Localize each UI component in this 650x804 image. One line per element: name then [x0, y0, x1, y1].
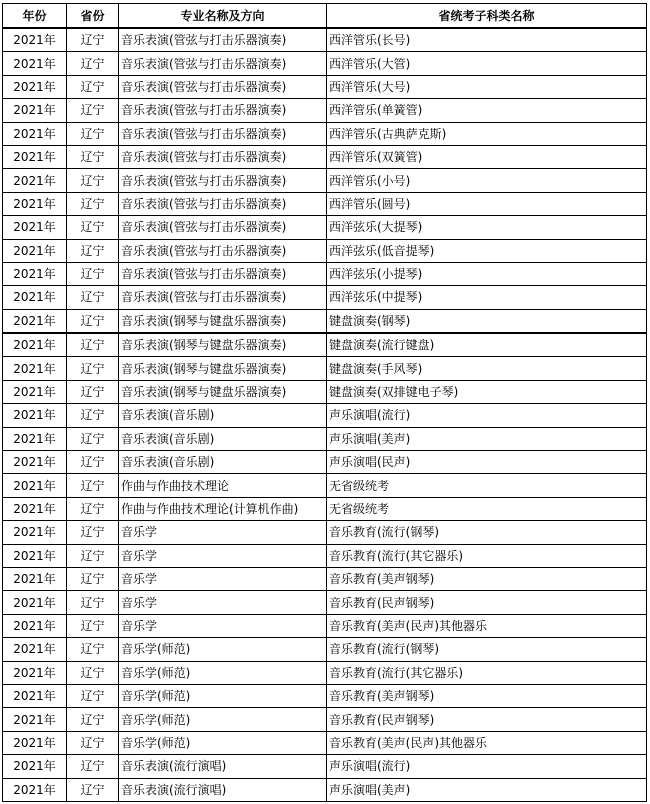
cell-category: 西洋管乐(长号)	[327, 28, 647, 52]
cell-province: 辽宁	[67, 169, 119, 192]
table-row	[3, 357, 647, 380]
cell-province: 辽宁	[67, 755, 119, 778]
cell-province: 辽宁	[67, 309, 119, 333]
cell-province: 辽宁	[67, 192, 119, 215]
table-row	[3, 145, 647, 168]
cell-major: 音乐表演(音乐剧)	[119, 427, 327, 450]
table-row	[3, 591, 647, 614]
cell-major: 音乐学(师范)	[119, 684, 327, 707]
table-row	[3, 75, 647, 98]
cell-year: 2021年	[3, 75, 67, 98]
cell-major: 音乐表演(钢琴与键盘乐器演奏)	[119, 357, 327, 380]
cell-major: 音乐学	[119, 591, 327, 614]
cell-category: 西洋弦乐(中提琴)	[327, 286, 647, 309]
cell-province: 辽宁	[67, 544, 119, 567]
cell-year: 2021年	[3, 309, 67, 333]
cell-category: 西洋管乐(双簧管)	[327, 145, 647, 168]
cell-province: 辽宁	[67, 145, 119, 168]
cell-province: 辽宁	[67, 239, 119, 262]
cell-province: 辽宁	[67, 614, 119, 637]
cell-category: 声乐演唱(流行)	[327, 404, 647, 427]
cell-category: 音乐教育(流行(钢琴)	[327, 638, 647, 661]
cell-major: 音乐学	[119, 544, 327, 567]
cell-year: 2021年	[3, 451, 67, 474]
cell-major: 音乐表演(钢琴与键盘乐器演奏)	[119, 309, 327, 333]
cell-major: 音乐表演(管弦与打击乐器演奏)	[119, 192, 327, 215]
cell-major: 音乐表演(管弦与打击乐器演奏)	[119, 169, 327, 192]
table-row	[3, 404, 647, 427]
cell-major: 音乐表演(管弦与打击乐器演奏)	[119, 216, 327, 239]
cell-major: 音乐表演(流行演唱)	[119, 778, 327, 801]
cell-year: 2021年	[3, 474, 67, 497]
cell-province: 辽宁	[67, 286, 119, 309]
cell-province: 辽宁	[67, 357, 119, 380]
cell-major: 音乐表演(钢琴与键盘乐器演奏)	[119, 333, 327, 357]
cell-province: 辽宁	[67, 591, 119, 614]
cell-year: 2021年	[3, 216, 67, 239]
cell-major: 音乐表演(管弦与打击乐器演奏)	[119, 75, 327, 98]
cell-province: 辽宁	[67, 427, 119, 450]
table-row	[3, 52, 647, 75]
cell-year: 2021年	[3, 638, 67, 661]
cell-year: 2021年	[3, 778, 67, 801]
cell-major: 作曲与作曲技术理论(计算机作曲)	[119, 497, 327, 520]
cell-province: 辽宁	[67, 567, 119, 590]
cell-year: 2021年	[3, 357, 67, 380]
table-row	[3, 474, 647, 497]
cell-province: 辽宁	[67, 99, 119, 122]
cell-province: 辽宁	[67, 521, 119, 544]
table-row	[3, 567, 647, 590]
cell-category: 西洋管乐(古典萨克斯)	[327, 122, 647, 145]
cell-province: 辽宁	[67, 28, 119, 52]
cell-province: 辽宁	[67, 731, 119, 754]
cell-year: 2021年	[3, 52, 67, 75]
cell-major: 作曲与作曲技术理论	[119, 474, 327, 497]
cell-year: 2021年	[3, 731, 67, 754]
table-row	[3, 192, 647, 215]
cell-province: 辽宁	[67, 708, 119, 731]
table-row	[3, 333, 647, 357]
table-row	[3, 521, 647, 544]
cell-year: 2021年	[3, 497, 67, 520]
table-row	[3, 684, 647, 707]
table-row	[3, 286, 647, 309]
cell-year: 2021年	[3, 192, 67, 215]
table-row	[3, 169, 647, 192]
cell-category: 西洋弦乐(大提琴)	[327, 216, 647, 239]
cell-major: 音乐表演(流行演唱)	[119, 755, 327, 778]
header-category: 省统考子科类名称	[327, 4, 647, 29]
cell-province: 辽宁	[67, 404, 119, 427]
cell-category: 音乐教育(美声钢琴)	[327, 567, 647, 590]
cell-category: 音乐教育(美声(民声)其他器乐	[327, 731, 647, 754]
cell-major: 音乐表演(管弦与打击乐器演奏)	[119, 145, 327, 168]
cell-category: 声乐演唱(民声)	[327, 451, 647, 474]
cell-category: 西洋弦乐(小提琴)	[327, 262, 647, 285]
cell-category: 音乐教育(美声(民声)其他器乐	[327, 614, 647, 637]
table-row	[3, 731, 647, 754]
cell-major: 音乐表演(管弦与打击乐器演奏)	[119, 52, 327, 75]
cell-province: 辽宁	[67, 497, 119, 520]
cell-year: 2021年	[3, 661, 67, 684]
cell-year: 2021年	[3, 755, 67, 778]
header-year: 年份	[3, 4, 67, 29]
table-row	[3, 99, 647, 122]
cell-category: 键盘演奏(双排键电子琴)	[327, 380, 647, 403]
cell-category: 音乐教育(民声钢琴)	[327, 708, 647, 731]
cell-year: 2021年	[3, 708, 67, 731]
cell-year: 2021年	[3, 521, 67, 544]
cell-category: 西洋管乐(小号)	[327, 169, 647, 192]
table-row	[3, 262, 647, 285]
cell-province: 辽宁	[67, 474, 119, 497]
table-row	[3, 122, 647, 145]
cell-category: 键盘演奏(手风琴)	[327, 357, 647, 380]
table-row	[3, 28, 647, 52]
cell-province: 辽宁	[67, 778, 119, 801]
cell-category: 音乐教育(流行(其它器乐)	[327, 661, 647, 684]
cell-category: 声乐演唱(流行)	[327, 755, 647, 778]
cell-major: 音乐表演(管弦与打击乐器演奏)	[119, 239, 327, 262]
cell-province: 辽宁	[67, 52, 119, 75]
cell-major: 音乐表演(管弦与打击乐器演奏)	[119, 28, 327, 52]
cell-major: 音乐表演(音乐剧)	[119, 404, 327, 427]
table-row	[3, 614, 647, 637]
cell-year: 2021年	[3, 122, 67, 145]
cell-major: 音乐表演(管弦与打击乐器演奏)	[119, 262, 327, 285]
majors-table	[2, 3, 647, 802]
table-row	[3, 216, 647, 239]
cell-major: 音乐学(师范)	[119, 661, 327, 684]
cell-year: 2021年	[3, 169, 67, 192]
cell-province: 辽宁	[67, 638, 119, 661]
cell-year: 2021年	[3, 380, 67, 403]
table-row	[3, 544, 647, 567]
cell-category: 声乐演唱(美声)	[327, 427, 647, 450]
cell-major: 音乐学(师范)	[119, 638, 327, 661]
table-row	[3, 638, 647, 661]
cell-category: 音乐教育(流行(钢琴)	[327, 521, 647, 544]
cell-category: 西洋管乐(大管)	[327, 52, 647, 75]
cell-year: 2021年	[3, 99, 67, 122]
table-row	[3, 755, 647, 778]
cell-category: 无省级统考	[327, 474, 647, 497]
cell-major: 音乐学(师范)	[119, 731, 327, 754]
cell-year: 2021年	[3, 145, 67, 168]
cell-province: 辽宁	[67, 333, 119, 357]
cell-year: 2021年	[3, 28, 67, 52]
cell-major: 音乐表演(音乐剧)	[119, 451, 327, 474]
header-row	[3, 4, 647, 29]
cell-category: 键盘演奏(流行键盘)	[327, 333, 647, 357]
table-row	[3, 380, 647, 403]
cell-major: 音乐表演(管弦与打击乐器演奏)	[119, 286, 327, 309]
cell-province: 辽宁	[67, 122, 119, 145]
header-major: 专业名称及方向	[119, 4, 327, 29]
table-row	[3, 239, 647, 262]
cell-major: 音乐学	[119, 567, 327, 590]
cell-major: 音乐学	[119, 521, 327, 544]
cell-major: 音乐表演(管弦与打击乐器演奏)	[119, 122, 327, 145]
cell-year: 2021年	[3, 684, 67, 707]
cell-major: 音乐学	[119, 614, 327, 637]
table-row	[3, 661, 647, 684]
cell-year: 2021年	[3, 591, 67, 614]
table-body	[3, 28, 647, 801]
cell-category: 音乐教育(民声钢琴)	[327, 591, 647, 614]
table-row	[3, 497, 647, 520]
cell-category: 键盘演奏(钢琴)	[327, 309, 647, 333]
cell-province: 辽宁	[67, 75, 119, 98]
cell-province: 辽宁	[67, 380, 119, 403]
cell-province: 辽宁	[67, 262, 119, 285]
cell-major: 音乐表演(管弦与打击乐器演奏)	[119, 99, 327, 122]
table-row	[3, 451, 647, 474]
cell-category: 声乐演唱(美声)	[327, 778, 647, 801]
cell-year: 2021年	[3, 239, 67, 262]
table-row	[3, 778, 647, 801]
cell-year: 2021年	[3, 333, 67, 357]
cell-category: 西洋弦乐(低音提琴)	[327, 239, 647, 262]
cell-major: 音乐学(师范)	[119, 708, 327, 731]
cell-category: 西洋管乐(圆号)	[327, 192, 647, 215]
table-row	[3, 309, 647, 333]
cell-category: 音乐教育(流行(其它器乐)	[327, 544, 647, 567]
cell-province: 辽宁	[67, 216, 119, 239]
cell-category: 无省级统考	[327, 497, 647, 520]
cell-year: 2021年	[3, 286, 67, 309]
cell-year: 2021年	[3, 614, 67, 637]
cell-category: 西洋管乐(单簧管)	[327, 99, 647, 122]
table-row	[3, 427, 647, 450]
cell-year: 2021年	[3, 544, 67, 567]
cell-year: 2021年	[3, 262, 67, 285]
cell-province: 辽宁	[67, 661, 119, 684]
cell-year: 2021年	[3, 567, 67, 590]
header-province: 省份	[67, 4, 119, 29]
cell-year: 2021年	[3, 427, 67, 450]
cell-category: 西洋管乐(大号)	[327, 75, 647, 98]
cell-major: 音乐表演(钢琴与键盘乐器演奏)	[119, 380, 327, 403]
cell-category: 音乐教育(美声钢琴)	[327, 684, 647, 707]
table-row	[3, 708, 647, 731]
cell-province: 辽宁	[67, 451, 119, 474]
cell-province: 辽宁	[67, 684, 119, 707]
cell-year: 2021年	[3, 404, 67, 427]
